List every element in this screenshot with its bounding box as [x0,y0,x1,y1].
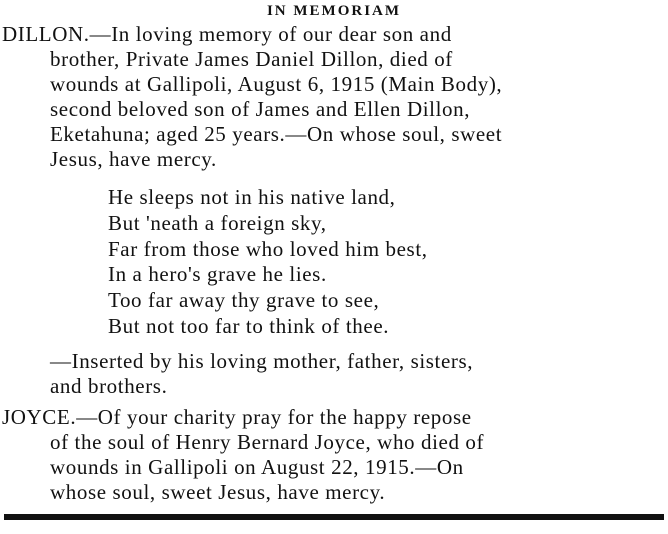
notice-line: wounds in Gallipoli on August 22, 1915.—On [50,455,464,479]
notice-line: brother, Private James Daniel Dillon, died of [50,47,453,71]
verse-line: But 'neath a foreign sky, [108,211,327,235]
notice-line: Eketahuna; aged 25 years.—On whose soul, sweet [50,122,503,146]
verse-line: In a hero's grave he lies. [108,262,327,286]
notice-line: of the soul of Henry Bernard Joyce, who died of [50,430,485,454]
inserted-by-line: and brothers. [50,374,168,398]
verse-line: Too far away thy grave to see, [108,288,380,312]
verse-line: But not too far to think of thee. [108,314,390,338]
notice-line: second beloved son of James and Ellen Dillon, [50,97,471,121]
column-heading: IN MEMORIAM [266,3,402,19]
notice-line: Jesus, have mercy. [50,147,217,171]
column-end-rule [4,514,664,520]
inserted-by-line: —Inserted by his loving mother, father, sisters, [50,349,474,373]
verse-line: Far from those who loved him best, [108,237,428,261]
verse-line: He sleeps not in his native land, [108,185,396,209]
notice-line: DILLON.—In loving memory of our dear son and [2,22,452,46]
notice-line: JOYCE.—Of your charity pray for the happy repose [2,405,472,429]
notice-line: whose soul, sweet Jesus, have mercy. [50,480,386,504]
notice-line: wounds at Gallipoli, August 6, 1915 (Main Body), [50,72,503,96]
